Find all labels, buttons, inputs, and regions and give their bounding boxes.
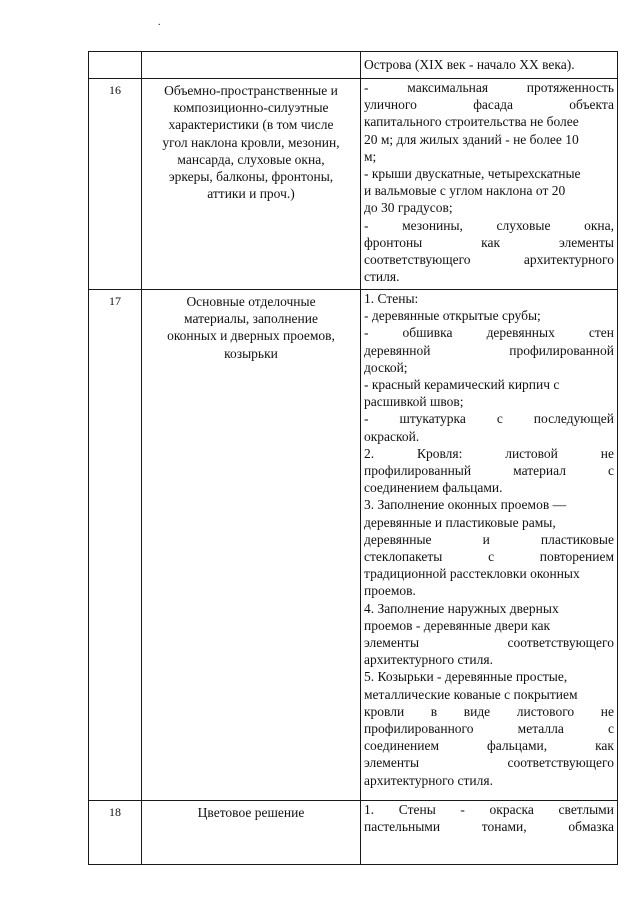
description-line: 5. Козырьки - деревянные простые, bbox=[364, 669, 568, 685]
name-line: композиционно-силуэтные bbox=[173, 100, 329, 116]
description-word: материал bbox=[513, 463, 566, 479]
description-word: - bbox=[364, 80, 369, 95]
description-line bbox=[364, 251, 614, 268]
description-word: фальцами, bbox=[486, 738, 548, 754]
description-word: слуховые bbox=[496, 217, 551, 233]
description-line bbox=[364, 703, 614, 720]
description-line: проемов. bbox=[364, 583, 416, 599]
description-word: соответствующего bbox=[507, 635, 614, 651]
description-cell bbox=[361, 52, 618, 79]
description-word: светлыми bbox=[558, 802, 614, 817]
row-number: 16 bbox=[89, 79, 142, 290]
description-word: элементы bbox=[558, 234, 614, 250]
description-word: соединением bbox=[364, 738, 440, 754]
description-line: м; bbox=[364, 148, 377, 164]
description-line: капитального строительства не более bbox=[364, 114, 579, 130]
requirements-text bbox=[361, 79, 618, 290]
description-word: Кровля: bbox=[416, 445, 463, 461]
description-word: - bbox=[460, 802, 465, 817]
name-line: мансарда, слуховые окна, bbox=[177, 151, 325, 167]
description-line bbox=[364, 96, 614, 113]
description-line: металлические кованые с покрытием bbox=[364, 686, 578, 702]
description-line bbox=[364, 324, 614, 341]
description-line bbox=[364, 634, 614, 651]
description-word: с bbox=[608, 463, 614, 479]
description-word: Стены bbox=[398, 802, 436, 817]
description-line: до 30 градусов; bbox=[364, 200, 453, 216]
description-word: в bbox=[430, 703, 438, 719]
description-word: пастельными bbox=[364, 819, 441, 835]
description-word: пластиковые bbox=[540, 531, 614, 547]
description-word: - bbox=[364, 217, 369, 233]
description-line: 3. Заполнение оконных проемов — bbox=[364, 497, 567, 513]
description-line: архитектурного стиля. bbox=[364, 652, 493, 668]
description-line bbox=[364, 462, 614, 479]
name-line: козырьки bbox=[224, 345, 278, 361]
description-line bbox=[364, 445, 614, 462]
table-row bbox=[89, 79, 618, 290]
description-word: повторением bbox=[539, 549, 614, 565]
name-line: Цветовое решение bbox=[197, 805, 305, 820]
description-word: архитектурного bbox=[523, 252, 614, 268]
description-word: соответствующего bbox=[364, 252, 471, 268]
description-word: с bbox=[488, 549, 495, 565]
description-word: окна, bbox=[584, 217, 614, 233]
description-line: архитектурного стиля. bbox=[364, 772, 493, 788]
description-line: окраской. bbox=[364, 428, 420, 444]
description-word: максимальная bbox=[407, 80, 489, 95]
description-line bbox=[364, 79, 614, 96]
description-word: мезонины, bbox=[402, 217, 463, 233]
description-word: металла bbox=[517, 721, 564, 737]
description-line: 1. Стены: bbox=[364, 291, 419, 306]
description-line bbox=[364, 737, 614, 754]
description-line bbox=[364, 531, 614, 548]
description-word: профилированной bbox=[509, 342, 614, 358]
description-word: последующей bbox=[533, 411, 614, 427]
name-line: эркеры, балконы, фронтоны, bbox=[168, 169, 334, 185]
description-word: деревянных bbox=[486, 325, 555, 341]
characteristic-name bbox=[142, 79, 361, 290]
description-word: и bbox=[482, 531, 490, 547]
name-line: Основные отделочные bbox=[186, 294, 316, 309]
description-word: обшивка bbox=[402, 325, 453, 341]
description-word: профилированного bbox=[364, 721, 474, 737]
description-word: виде bbox=[463, 703, 491, 719]
description-line: - деревянные открытые срубы; bbox=[364, 308, 541, 324]
table-row bbox=[89, 290, 618, 801]
name-line: материалы, заполнение bbox=[184, 311, 318, 327]
description-line bbox=[364, 217, 614, 234]
description-word: 2. bbox=[364, 445, 375, 461]
description-word: фронтоны bbox=[364, 234, 423, 250]
description-word: объекта bbox=[569, 97, 614, 113]
description-word: тонами, bbox=[481, 819, 527, 835]
description-word: стеклопакеты bbox=[364, 549, 443, 565]
description-word: профилированный bbox=[364, 463, 472, 479]
name-line: аттики и проч.) bbox=[207, 186, 295, 202]
description-word: не bbox=[600, 445, 614, 461]
requirements-text bbox=[361, 290, 618, 801]
description-word: с bbox=[608, 721, 614, 737]
row-number: 18 bbox=[89, 801, 142, 865]
description-word: кровли bbox=[364, 703, 405, 719]
name-line: характеристики (в том числе bbox=[168, 117, 334, 133]
description-word: 1. bbox=[364, 802, 375, 817]
description-word: уличного bbox=[364, 97, 417, 113]
name-cell bbox=[142, 52, 361, 79]
description-line: проемов - деревянные двери как bbox=[364, 617, 551, 633]
description-line: 4. Заполнение наружных дверных bbox=[364, 600, 559, 616]
description-line: 20 м; для жилых зданий - не более 10 bbox=[364, 131, 579, 147]
description-word: не bbox=[600, 703, 614, 719]
description-word: деревянные bbox=[364, 531, 432, 547]
description-line: доской; bbox=[364, 359, 408, 375]
description-line bbox=[364, 801, 614, 818]
table-row bbox=[89, 801, 618, 865]
table-row-continuation bbox=[89, 52, 618, 79]
name-line: Объемно-пространственные и bbox=[164, 83, 338, 98]
description-word: с bbox=[496, 411, 503, 427]
description-line: деревянные и пластиковые рамы, bbox=[364, 514, 556, 530]
description-word: листовой bbox=[505, 445, 558, 461]
description-line bbox=[364, 410, 614, 427]
description-line: соединением фальцами. bbox=[364, 480, 503, 496]
description-line bbox=[364, 234, 614, 251]
description-word: окраска bbox=[489, 802, 534, 817]
description-word: как bbox=[481, 234, 501, 250]
description-line: и вальмовые с углом наклона от 20 bbox=[364, 183, 566, 199]
description-word: как bbox=[595, 738, 614, 754]
page-mark: . bbox=[158, 17, 161, 28]
description-line bbox=[364, 548, 614, 565]
requirements-text bbox=[361, 801, 618, 865]
description-word: деревянной bbox=[364, 342, 431, 358]
description-line: расшивкой швов; bbox=[364, 394, 464, 410]
name-line: оконных и дверных проемов, bbox=[167, 328, 335, 344]
description-line: стиля. bbox=[364, 269, 400, 285]
description-word: стен bbox=[588, 325, 614, 341]
description-word: обмазка bbox=[568, 819, 614, 835]
description-line: традиционной расстекловки оконных bbox=[364, 566, 580, 582]
characteristic-name bbox=[142, 801, 361, 865]
description-word: - bbox=[364, 325, 369, 341]
continuation-text: Острова (XIX век - начало XX века). bbox=[364, 57, 575, 72]
description-word: соответствующего bbox=[507, 755, 614, 771]
description-line bbox=[364, 754, 614, 771]
description-word: - bbox=[364, 411, 369, 427]
description-word: штукатурка bbox=[399, 411, 466, 427]
number-cell bbox=[89, 52, 142, 79]
description-word: протяженность bbox=[526, 80, 614, 95]
description-line bbox=[364, 342, 614, 359]
description-word: элементы bbox=[364, 635, 420, 651]
regulations-table bbox=[88, 51, 618, 865]
characteristic-name bbox=[142, 290, 361, 801]
name-line: угол наклона кровли, мезонин, bbox=[162, 134, 340, 150]
description-word: фасада bbox=[473, 97, 513, 113]
description-line: - крыши двускатные, четырехскатные bbox=[364, 166, 581, 182]
description-word: листового bbox=[516, 703, 575, 719]
description-line bbox=[364, 720, 614, 737]
description-line bbox=[364, 818, 614, 835]
row-number: 17 bbox=[89, 290, 142, 801]
description-line: - красный керамический кирпич с bbox=[364, 377, 560, 393]
description-word: элементы bbox=[364, 755, 420, 771]
